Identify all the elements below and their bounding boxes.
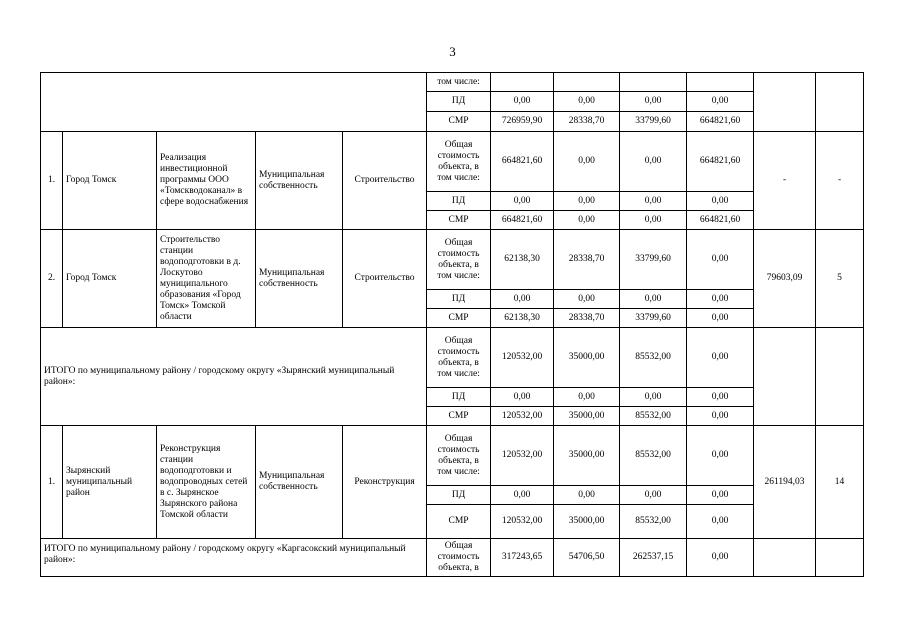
value-cell: 0,00 — [687, 309, 754, 328]
row-number: 2. — [41, 230, 63, 328]
value-cell: 28338,70 — [554, 309, 620, 328]
value-cell: 0,00 — [687, 539, 754, 577]
total-cost-label: Общая стоимость объекта, в — [427, 539, 491, 577]
table-row — [41, 539, 864, 577]
value-cell: 120532,00 — [491, 407, 554, 426]
blank-cell — [754, 73, 816, 132]
value-cell: 0,00 — [687, 407, 754, 426]
value-cell: 120532,00 — [491, 328, 554, 388]
value-cell: 0,00 — [554, 192, 620, 211]
value-cell: 120532,00 — [491, 426, 554, 486]
ownership: Муниципальная собственность — [256, 426, 343, 539]
count-cell: - — [816, 132, 864, 230]
value-cell: 0,00 — [687, 328, 754, 388]
smr-label: СМР — [427, 112, 491, 132]
value-cell: 120532,00 — [491, 505, 554, 539]
value-cell: 0,00 — [554, 290, 620, 309]
work-type: Строительство — [343, 230, 427, 328]
work-type: Строительство — [343, 132, 427, 230]
value-cell: 664821,60 — [687, 112, 754, 132]
pd-label: ПД — [427, 486, 491, 505]
value-cell: 0,00 — [620, 388, 687, 407]
municipality: Город Томск — [63, 230, 157, 328]
value-cell: 0,00 — [687, 388, 754, 407]
municipality: Зырянский муниципальный район — [63, 426, 157, 539]
blank-cell — [41, 73, 427, 132]
blank-cell — [754, 328, 816, 426]
row-number: 1. — [41, 426, 63, 539]
capacity-cell: 79603,09 — [754, 230, 816, 328]
capacity-cell: 261194,03 — [754, 426, 816, 539]
count-cell: 5 — [816, 230, 864, 328]
value-cell: 0,00 — [554, 486, 620, 505]
total-cost-label: Общая стоимость объекта, в том числе: — [427, 426, 491, 486]
object-name: Строительство станции водоподготовки в д. Лоскутово муниципального образования «Город Томск» Томской области — [157, 230, 256, 328]
value-cell: 0,00 — [491, 192, 554, 211]
value-cell: 317243,65 — [491, 539, 554, 577]
value-cell: 54706,50 — [554, 539, 620, 577]
ownership: Муниципальная собственность — [256, 132, 343, 230]
smr-label: СМР — [427, 505, 491, 539]
subtotal-title: ИТОГО по муниципальному району / городскому округу «Каргасокский муниципальный район»: — [41, 539, 427, 577]
value-cell: 0,00 — [687, 486, 754, 505]
value-cell: 35000,00 — [554, 328, 620, 388]
value-cell: 664821,60 — [491, 211, 554, 230]
ownership: Муниципальная собственность — [256, 230, 343, 328]
blank-cell — [816, 328, 864, 426]
capacity-cell: - — [754, 132, 816, 230]
pd-label: ПД — [427, 290, 491, 309]
value-cell: 0,00 — [687, 505, 754, 539]
value-cell: 35000,00 — [554, 426, 620, 486]
page-number: 3 — [449, 44, 456, 59]
value-cell: 62138,30 — [491, 309, 554, 328]
pd-label: ПД — [427, 192, 491, 211]
value-cell: 0,00 — [554, 92, 620, 112]
value-cell: 85532,00 — [620, 328, 687, 388]
value-cell: 0,00 — [620, 132, 687, 192]
table-row — [41, 230, 864, 290]
smr-label: СМР — [427, 211, 491, 230]
value-cell: 0,00 — [687, 426, 754, 486]
value-cell: 85532,00 — [620, 505, 687, 539]
value-cell: 28338,70 — [554, 230, 620, 290]
object-name: Реконструкция станции водоподготовки и водопроводных сетей в с. Зырянское Зырянского района Томской области — [157, 426, 256, 539]
total-cost-label: Общая стоимость объекта, в том числе: — [427, 132, 491, 192]
value-cell: 664821,60 — [687, 211, 754, 230]
table-row — [41, 132, 864, 192]
total-cost-label: Общая стоимость объекта, в том числе: — [427, 328, 491, 388]
value-cell: 28338,70 — [554, 112, 620, 132]
value-cell: 0,00 — [620, 192, 687, 211]
table-row — [41, 73, 864, 92]
value-cell: 33799,60 — [620, 230, 687, 290]
value-cell: 0,00 — [491, 290, 554, 309]
value-cell: 0,00 — [620, 92, 687, 112]
smr-label: СМР — [427, 309, 491, 328]
value-cell: 62138,30 — [491, 230, 554, 290]
municipality: Город Томск — [63, 132, 157, 230]
row-number: 1. — [41, 132, 63, 230]
value-cell: 664821,60 — [687, 132, 754, 192]
pd-label: ПД — [427, 388, 491, 407]
blank-cell — [754, 539, 816, 577]
total-cost-tail-label: том числе: — [427, 73, 491, 92]
value-cell: 664821,60 — [491, 132, 554, 192]
value-cell: 0,00 — [687, 192, 754, 211]
pd-label: ПД — [427, 92, 491, 112]
value-cell: 33799,60 — [620, 309, 687, 328]
blank-cell — [816, 73, 864, 132]
value-cell: 0,00 — [687, 92, 754, 112]
value-cell: 35000,00 — [554, 505, 620, 539]
count-cell: 14 — [816, 426, 864, 539]
value-cell: 33799,60 — [620, 112, 687, 132]
value-cell: 726959,90 — [491, 112, 554, 132]
value-cell: 0,00 — [620, 290, 687, 309]
value-cell: 0,00 — [554, 132, 620, 192]
table-row — [41, 328, 864, 388]
value-cell: 0,00 — [687, 290, 754, 309]
blank-cell — [816, 539, 864, 577]
value-cell: 0,00 — [554, 388, 620, 407]
value-cell: 85532,00 — [620, 407, 687, 426]
total-cost-label: Общая стоимость объекта, в том числе: — [427, 230, 491, 290]
value-cell: 0,00 — [687, 230, 754, 290]
value-cell: 262537,15 — [620, 539, 687, 577]
value-cell: 35000,00 — [554, 407, 620, 426]
object-name: Реализация инвестиционной программы ООО «Томскводоканал» в сфере водоснабжения — [157, 132, 256, 230]
subtotal-title: ИТОГО по муниципальному району / городскому округу «Зырянский муниципальный район»: — [41, 328, 427, 426]
value-cell: 0,00 — [491, 92, 554, 112]
value-cell: 0,00 — [491, 486, 554, 505]
table-row — [41, 426, 864, 486]
value-cell: 0,00 — [491, 388, 554, 407]
value-cell: 85532,00 — [620, 426, 687, 486]
smr-label: СМР — [427, 407, 491, 426]
work-type: Реконструкция — [343, 426, 427, 539]
financing-table — [40, 72, 864, 577]
value-cell: 0,00 — [620, 211, 687, 230]
value-cell: 0,00 — [620, 486, 687, 505]
value-cell: 0,00 — [554, 211, 620, 230]
